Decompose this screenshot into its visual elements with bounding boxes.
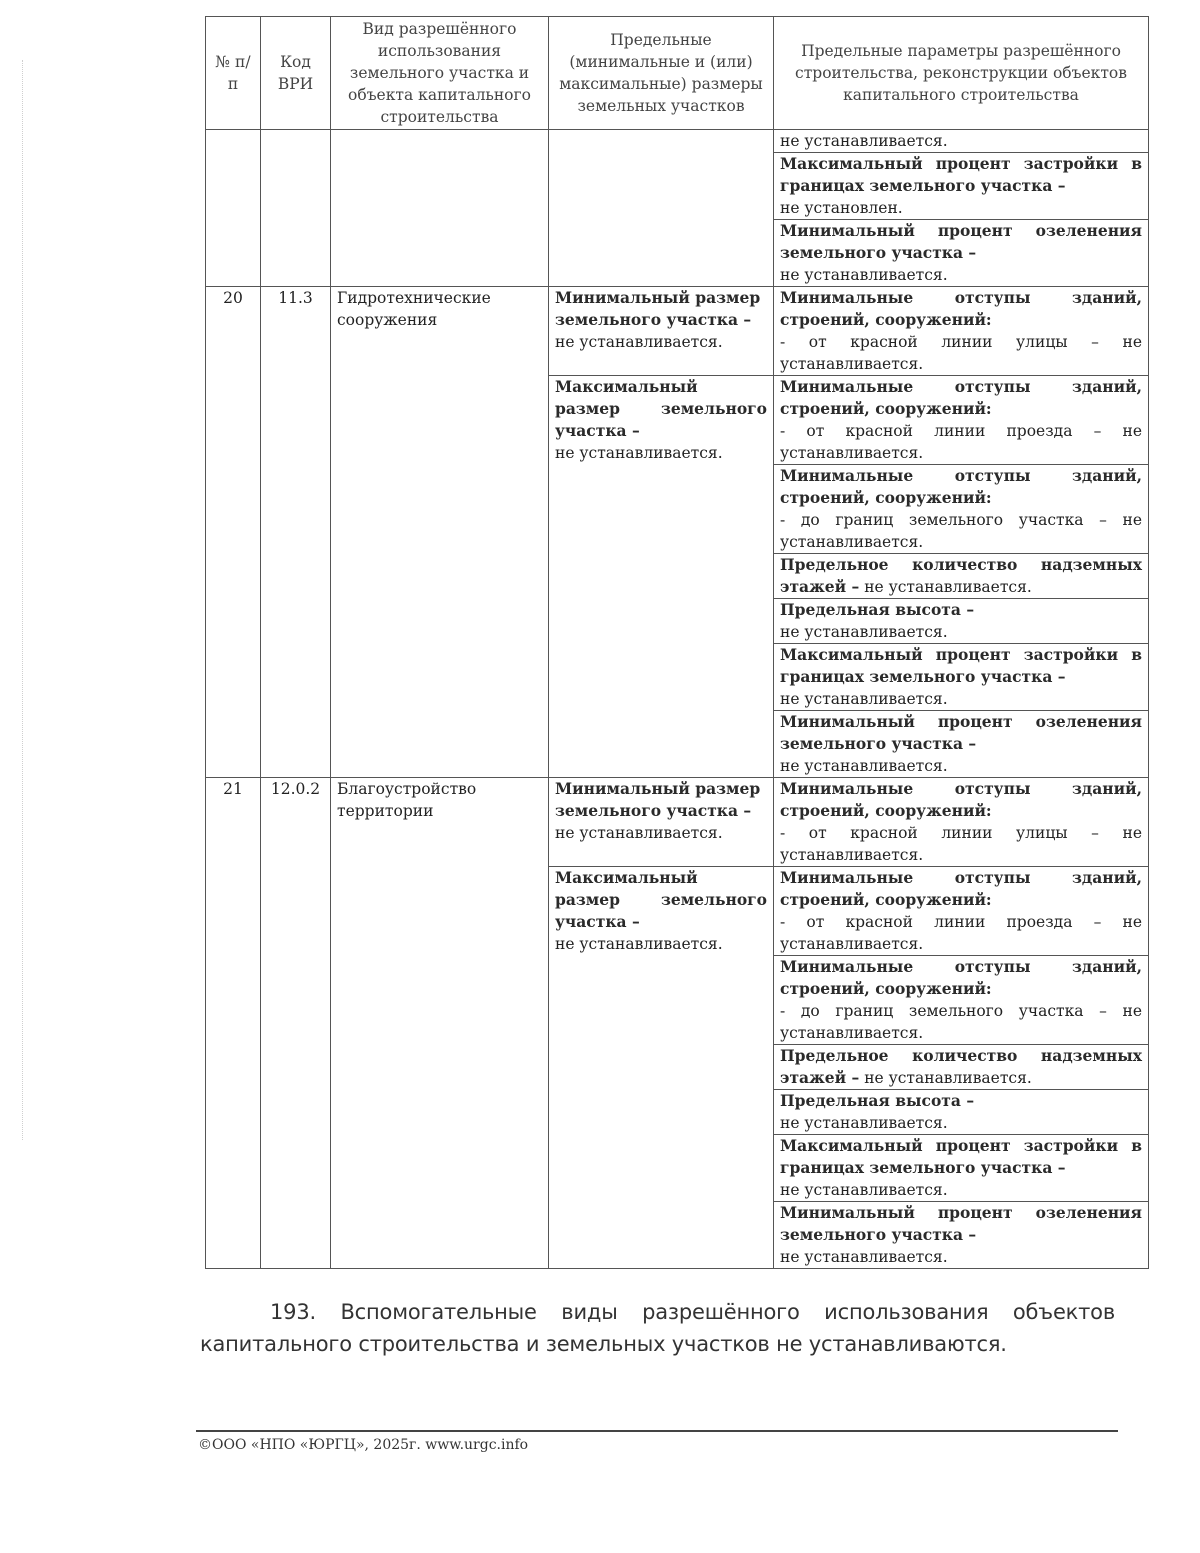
table-row [206, 130, 1149, 153]
header-params: Предельные параметры разрешённого строительства, реконструкции объектов капитального строительства [774, 17, 1149, 130]
min-size-cell: Минимальный размер земельного участка – не устанавливается. [549, 778, 774, 867]
param-cell: Минимальные отступы зданий, строений, сооружений: - от красной линии проезда – не устанавливается. [774, 867, 1149, 956]
param-cell: Максимальный процент застройки в границах земельного участка – не устанавливается. [774, 644, 1149, 711]
param-cell: Минимальные отступы зданий, строений, сооружений: - от красной линии проезда – не устанавливается. [774, 376, 1149, 465]
param-cell: Предельное количество надземных этажей – не устанавливается. [774, 554, 1149, 599]
table-row [206, 287, 1149, 376]
param-cell: Минимальные отступы зданий, строений, сооружений: - от красной линии улицы – не устанавливается. [774, 778, 1149, 867]
row-num: 21 [206, 778, 261, 1269]
row-num: 20 [206, 287, 261, 778]
param-cell: Минимальные отступы зданий, строений, сооружений: - от красной линии улицы – не устанавливается. [774, 287, 1149, 376]
footer-copyright: ©ООО «НПО «ЮРГЦ», 2025г. www.urgc.info [198, 1437, 529, 1453]
row-kind: Благоустройство территории [331, 778, 549, 1269]
scan-edge [22, 60, 23, 1140]
paragraph-193: 193. Вспомогательные виды разрешённого использования объектов капитального строительства и земельных участков не устанавливаются. [200, 1300, 1115, 1356]
param-cell: Максимальный процент застройки в границах земельного участка – не устанавливается. [774, 1135, 1149, 1202]
header-sizes: Предельные (минимальные и (или) максимальные) размеры земельных участков [549, 17, 774, 130]
param-cell: Предельная высота – не устанавливается. [774, 1090, 1149, 1135]
param-cell: Минимальный процент озеленения земельного участка – не устанавливается. [774, 1202, 1149, 1269]
max-size-cell: Максимальный размер земельного участка – не устанавливается. [549, 867, 774, 1269]
param-cell: не устанавливается. [774, 130, 1149, 153]
row-code: 11.3 [261, 287, 331, 778]
max-size-cell: Максимальный размер земельного участка – не устанавливается. [549, 376, 774, 778]
param-cell: Предельная высота – не устанавливается. [774, 599, 1149, 644]
footer-divider [196, 1430, 1118, 1432]
header-code: Код ВРИ [261, 17, 331, 130]
table-row [206, 778, 1149, 867]
table-header-row [206, 17, 1149, 130]
row-code: 12.0.2 [261, 778, 331, 1269]
param-cell: Максимальный процент застройки в границах земельного участка – не установлен. [774, 153, 1149, 220]
min-size-cell: Минимальный размер земельного участка – не устанавливается. [549, 287, 774, 376]
param-cell: Минимальные отступы зданий, строений, сооружений: - до границ земельного участка – не устанавливается. [774, 956, 1149, 1045]
header-kind: Вид разрешённого использования земельного участка и объекта капитального строительства [331, 17, 549, 130]
row-kind: Гидротехнические сооружения [331, 287, 549, 778]
header-num: № п/п [206, 17, 261, 130]
regulations-table [205, 16, 1149, 1269]
param-cell: Минимальный процент озеленения земельного участка – не устанавливается. [774, 711, 1149, 778]
param-cell: Минимальные отступы зданий, строений, сооружений: - до границ земельного участка – не устанавливается. [774, 465, 1149, 554]
param-cell: Предельное количество надземных этажей – не устанавливается. [774, 1045, 1149, 1090]
param-cell: Минимальный процент озеленения земельного участка – не устанавливается. [774, 220, 1149, 287]
